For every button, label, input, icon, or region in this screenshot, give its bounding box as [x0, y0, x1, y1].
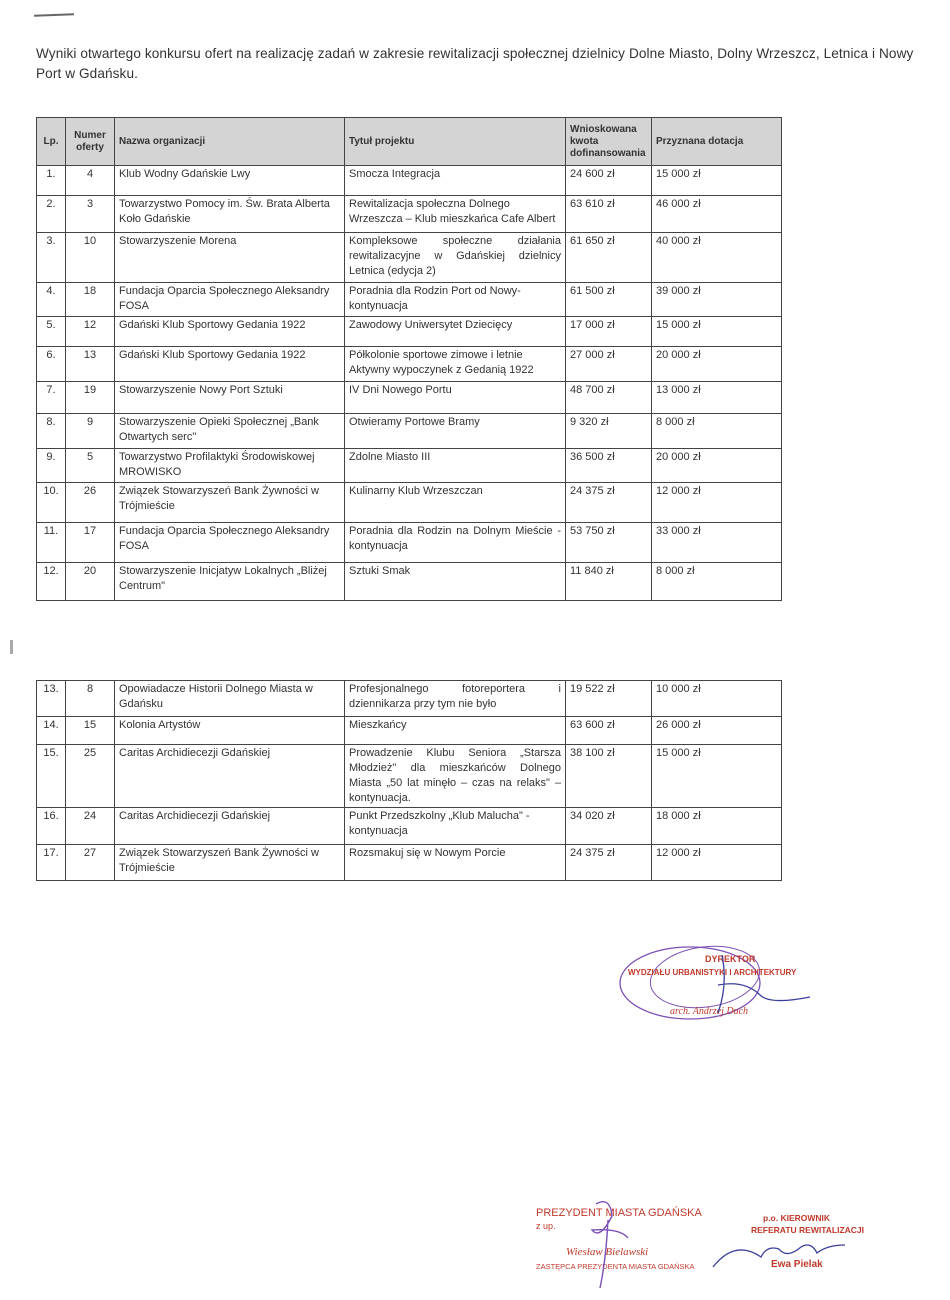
row-granted-amount: 40 000 zł [652, 233, 782, 283]
stamp-text: arch. Andrzej Duch [670, 1006, 749, 1017]
row-project-title: Punkt Przedszkolny „Klub Malucha" - kontynuacja [345, 808, 566, 845]
row-lp: 11. [37, 523, 66, 563]
row-offer-number: 10 [66, 233, 115, 283]
row-organization: Fundacja Oparcia Społecznego Aleksandry FOSA [115, 523, 345, 563]
table-row [37, 317, 782, 347]
table-row [37, 681, 782, 717]
table-row [37, 745, 782, 808]
row-requested-amount: 53 750 zł [566, 523, 652, 563]
row-requested-amount: 24 600 zł [566, 166, 652, 196]
row-organization: Gdański Klub Sportowy Gedania 1922 [115, 317, 345, 347]
row-requested-amount: 17 000 zł [566, 317, 652, 347]
table-row [37, 233, 782, 283]
table-row [37, 808, 782, 845]
row-granted-amount: 46 000 zł [652, 196, 782, 233]
row-lp: 7. [37, 382, 66, 414]
row-project-title: Otwieramy Portowe Bramy [345, 414, 566, 449]
row-project-title: Mieszkańcy [345, 717, 566, 745]
stamp-text: WYDZIAŁU URBANISTYKI I ARCHITEKTURY [628, 968, 797, 977]
header-numer: Numer oferty [66, 118, 115, 166]
row-granted-amount: 8 000 zł [652, 414, 782, 449]
row-offer-number: 12 [66, 317, 115, 347]
row-organization: Kolonia Artystów [115, 717, 345, 745]
table-row [37, 414, 782, 449]
row-granted-amount: 10 000 zł [652, 681, 782, 717]
row-offer-number: 4 [66, 166, 115, 196]
kierownik-stamp [705, 1205, 880, 1290]
row-granted-amount: 20 000 zł [652, 449, 782, 483]
row-lp: 13. [37, 681, 66, 717]
results-table-continued [36, 680, 782, 881]
row-granted-amount: 26 000 zł [652, 717, 782, 745]
row-lp: 10. [37, 483, 66, 523]
row-lp: 1. [37, 166, 66, 196]
row-project-title: Prowadzenie Klubu Seniora „Starsza Młodzież" dla mieszkańców Dolnego Miasta „50 lat minęło – czas na relaks" – kontynuacja. [345, 745, 566, 808]
table-row [37, 449, 782, 483]
row-granted-amount: 33 000 zł [652, 523, 782, 563]
row-organization: Stowarzyszenie Opieki Społecznej „Bank Otwartych serc" [115, 414, 345, 449]
results-table [36, 117, 782, 601]
header-dotacja: Przyznana dotacja [652, 118, 782, 166]
header-tytul: Tytuł projektu [345, 118, 566, 166]
header-kwota: Wnioskowana kwota dofinansowania [566, 118, 652, 166]
stamp-text: REFERATU REWITALIZACJI [751, 1225, 865, 1235]
row-granted-amount: 8 000 zł [652, 563, 782, 601]
row-granted-amount: 13 000 zł [652, 382, 782, 414]
header-lp: Lp. [37, 118, 66, 166]
row-lp: 15. [37, 745, 66, 808]
table-row [37, 347, 782, 382]
row-offer-number: 26 [66, 483, 115, 523]
row-granted-amount: 39 000 zł [652, 283, 782, 317]
row-lp: 5. [37, 317, 66, 347]
row-requested-amount: 34 020 zł [566, 808, 652, 845]
row-requested-amount: 63 600 zł [566, 717, 652, 745]
row-granted-amount: 20 000 zł [652, 347, 782, 382]
scan-artifact [34, 13, 74, 16]
row-lp: 6. [37, 347, 66, 382]
row-offer-number: 27 [66, 845, 115, 881]
row-organization: Stowarzyszenie Morena [115, 233, 345, 283]
row-requested-amount: 36 500 zł [566, 449, 652, 483]
table-row [37, 196, 782, 233]
row-requested-amount: 9 320 zł [566, 414, 652, 449]
row-lp: 2. [37, 196, 66, 233]
row-requested-amount: 24 375 zł [566, 483, 652, 523]
row-granted-amount: 12 000 zł [652, 845, 782, 881]
row-granted-amount: 18 000 zł [652, 808, 782, 845]
row-organization: Caritas Archidiecezji Gdańskiej [115, 745, 345, 808]
row-requested-amount: 19 522 zł [566, 681, 652, 717]
row-lp: 8. [37, 414, 66, 449]
row-project-title: Poradnia dla Rodzin na Dolnym Mieście - kontynuacja [345, 523, 566, 563]
table-row [37, 166, 782, 196]
stamp-text: ZASTĘPCA PREZYDENTA MIASTA GDAŃSKA [536, 1262, 695, 1271]
row-offer-number: 24 [66, 808, 115, 845]
row-project-title: Smocza Integracja [345, 166, 566, 196]
row-lp: 17. [37, 845, 66, 881]
row-project-title: Sztuki Smak [345, 563, 566, 601]
row-lp: 16. [37, 808, 66, 845]
row-lp: 12. [37, 563, 66, 601]
row-lp: 9. [37, 449, 66, 483]
header-nazwa: Nazwa organizacji [115, 118, 345, 166]
row-organization: Stowarzyszenie Nowy Port Sztuki [115, 382, 345, 414]
row-requested-amount: 11 840 zł [566, 563, 652, 601]
row-organization: Stowarzyszenie Inicjatyw Lokalnych „Bliżej Centrum" [115, 563, 345, 601]
row-organization: Caritas Archidiecezji Gdańskiej [115, 808, 345, 845]
row-organization: Związek Stowarzyszeń Bank Żywności w Trójmieście [115, 845, 345, 881]
row-offer-number: 3 [66, 196, 115, 233]
row-project-title: Zawodowy Uniwersytet Dziecięcy [345, 317, 566, 347]
scan-artifact [10, 640, 13, 654]
row-requested-amount: 61 500 zł [566, 283, 652, 317]
row-requested-amount: 27 000 zł [566, 347, 652, 382]
row-offer-number: 20 [66, 563, 115, 601]
row-organization: Towarzystwo Pomocy im. Św. Brata Alberta Koło Gdańskie [115, 196, 345, 233]
document-title: Wyniki otwartego konkursu ofert na realizację zadań w zakresie rewitalizacji społecznej dzielnicy Dolne Miasto, Dolny Wrzeszcz, Letnica i Nowy Port w Gdańsku. [36, 46, 914, 81]
table-row [37, 563, 782, 601]
row-offer-number: 19 [66, 382, 115, 414]
table-row [37, 717, 782, 745]
row-lp: 14. [37, 717, 66, 745]
row-offer-number: 13 [66, 347, 115, 382]
dyrektor-signature-icon [610, 935, 830, 1025]
row-project-title: Zdolne Miasto III [345, 449, 566, 483]
row-organization: Towarzystwo Profilaktyki Środowiskowej MROWISKO [115, 449, 345, 483]
row-requested-amount: 63 610 zł [566, 196, 652, 233]
table-row [37, 283, 782, 317]
row-project-title: IV Dni Nowego Portu [345, 382, 566, 414]
stamp-text: p.o. KIEROWNIK [763, 1213, 831, 1223]
row-organization: Klub Wodny Gdańskie Lwy [115, 166, 345, 196]
row-granted-amount: 12 000 zł [652, 483, 782, 523]
row-organization: Fundacja Oparcia Społecznego Aleksandry FOSA [115, 283, 345, 317]
row-project-title: Rewitalizacja społeczna Dolnego Wrzeszcza – Klub mieszkańca Cafe Albert [345, 196, 566, 233]
row-offer-number: 18 [66, 283, 115, 317]
row-requested-amount: 48 700 zł [566, 382, 652, 414]
table-row [37, 845, 782, 881]
row-project-title: Kompleksowe społeczne działania rewitalizacyjne w Gdańskiej dzielnicy Letnica (edycja 2) [345, 233, 566, 283]
row-project-title: Półkolonie sportowe zimowe i letnie Aktywny wypoczynek z Gedanią 1922 [345, 347, 566, 382]
row-organization: Związek Stowarzyszeń Bank Żywności w Trójmieście [115, 483, 345, 523]
row-project-title: Poradnia dla Rodzin Port od Nowy- kontynuacja [345, 283, 566, 317]
kierownik-signature-icon [705, 1205, 880, 1290]
stamp-text: DYREKTOR [705, 954, 756, 964]
row-project-title: Profesjonalnego fotoreportera i dziennikarza przy tym nie było [345, 681, 566, 717]
row-granted-amount: 15 000 zł [652, 317, 782, 347]
prezydent-stamp [530, 1190, 710, 1290]
row-project-title: Rozsmakuj się w Nowym Porcie [345, 845, 566, 881]
row-project-title: Kulinarny Klub Wrzeszczan [345, 483, 566, 523]
table-row [37, 382, 782, 414]
stamp-text: z up. [536, 1221, 556, 1231]
row-lp: 3. [37, 233, 66, 283]
prezydent-signature-icon [530, 1190, 710, 1290]
row-offer-number: 5 [66, 449, 115, 483]
stamp-text: Wiesław Bielawski [566, 1246, 649, 1258]
row-offer-number: 17 [66, 523, 115, 563]
table-row [37, 523, 782, 563]
row-organization: Gdański Klub Sportowy Gedania 1922 [115, 347, 345, 382]
row-requested-amount: 38 100 zł [566, 745, 652, 808]
row-offer-number: 8 [66, 681, 115, 717]
row-requested-amount: 61 650 zł [566, 233, 652, 283]
row-offer-number: 15 [66, 717, 115, 745]
row-organization: Opowiadacze Historii Dolnego Miasta w Gdańsku [115, 681, 345, 717]
row-granted-amount: 15 000 zł [652, 166, 782, 196]
stamp-text: PREZYDENT MIASTA GDAŃSKA [536, 1207, 702, 1219]
row-requested-amount: 24 375 zł [566, 845, 652, 881]
table-row [37, 483, 782, 523]
row-lp: 4. [37, 283, 66, 317]
dyrektor-stamp [610, 935, 830, 1025]
stamp-text: Ewa Pielak [771, 1259, 823, 1270]
row-granted-amount: 15 000 zł [652, 745, 782, 808]
row-offer-number: 25 [66, 745, 115, 808]
row-offer-number: 9 [66, 414, 115, 449]
